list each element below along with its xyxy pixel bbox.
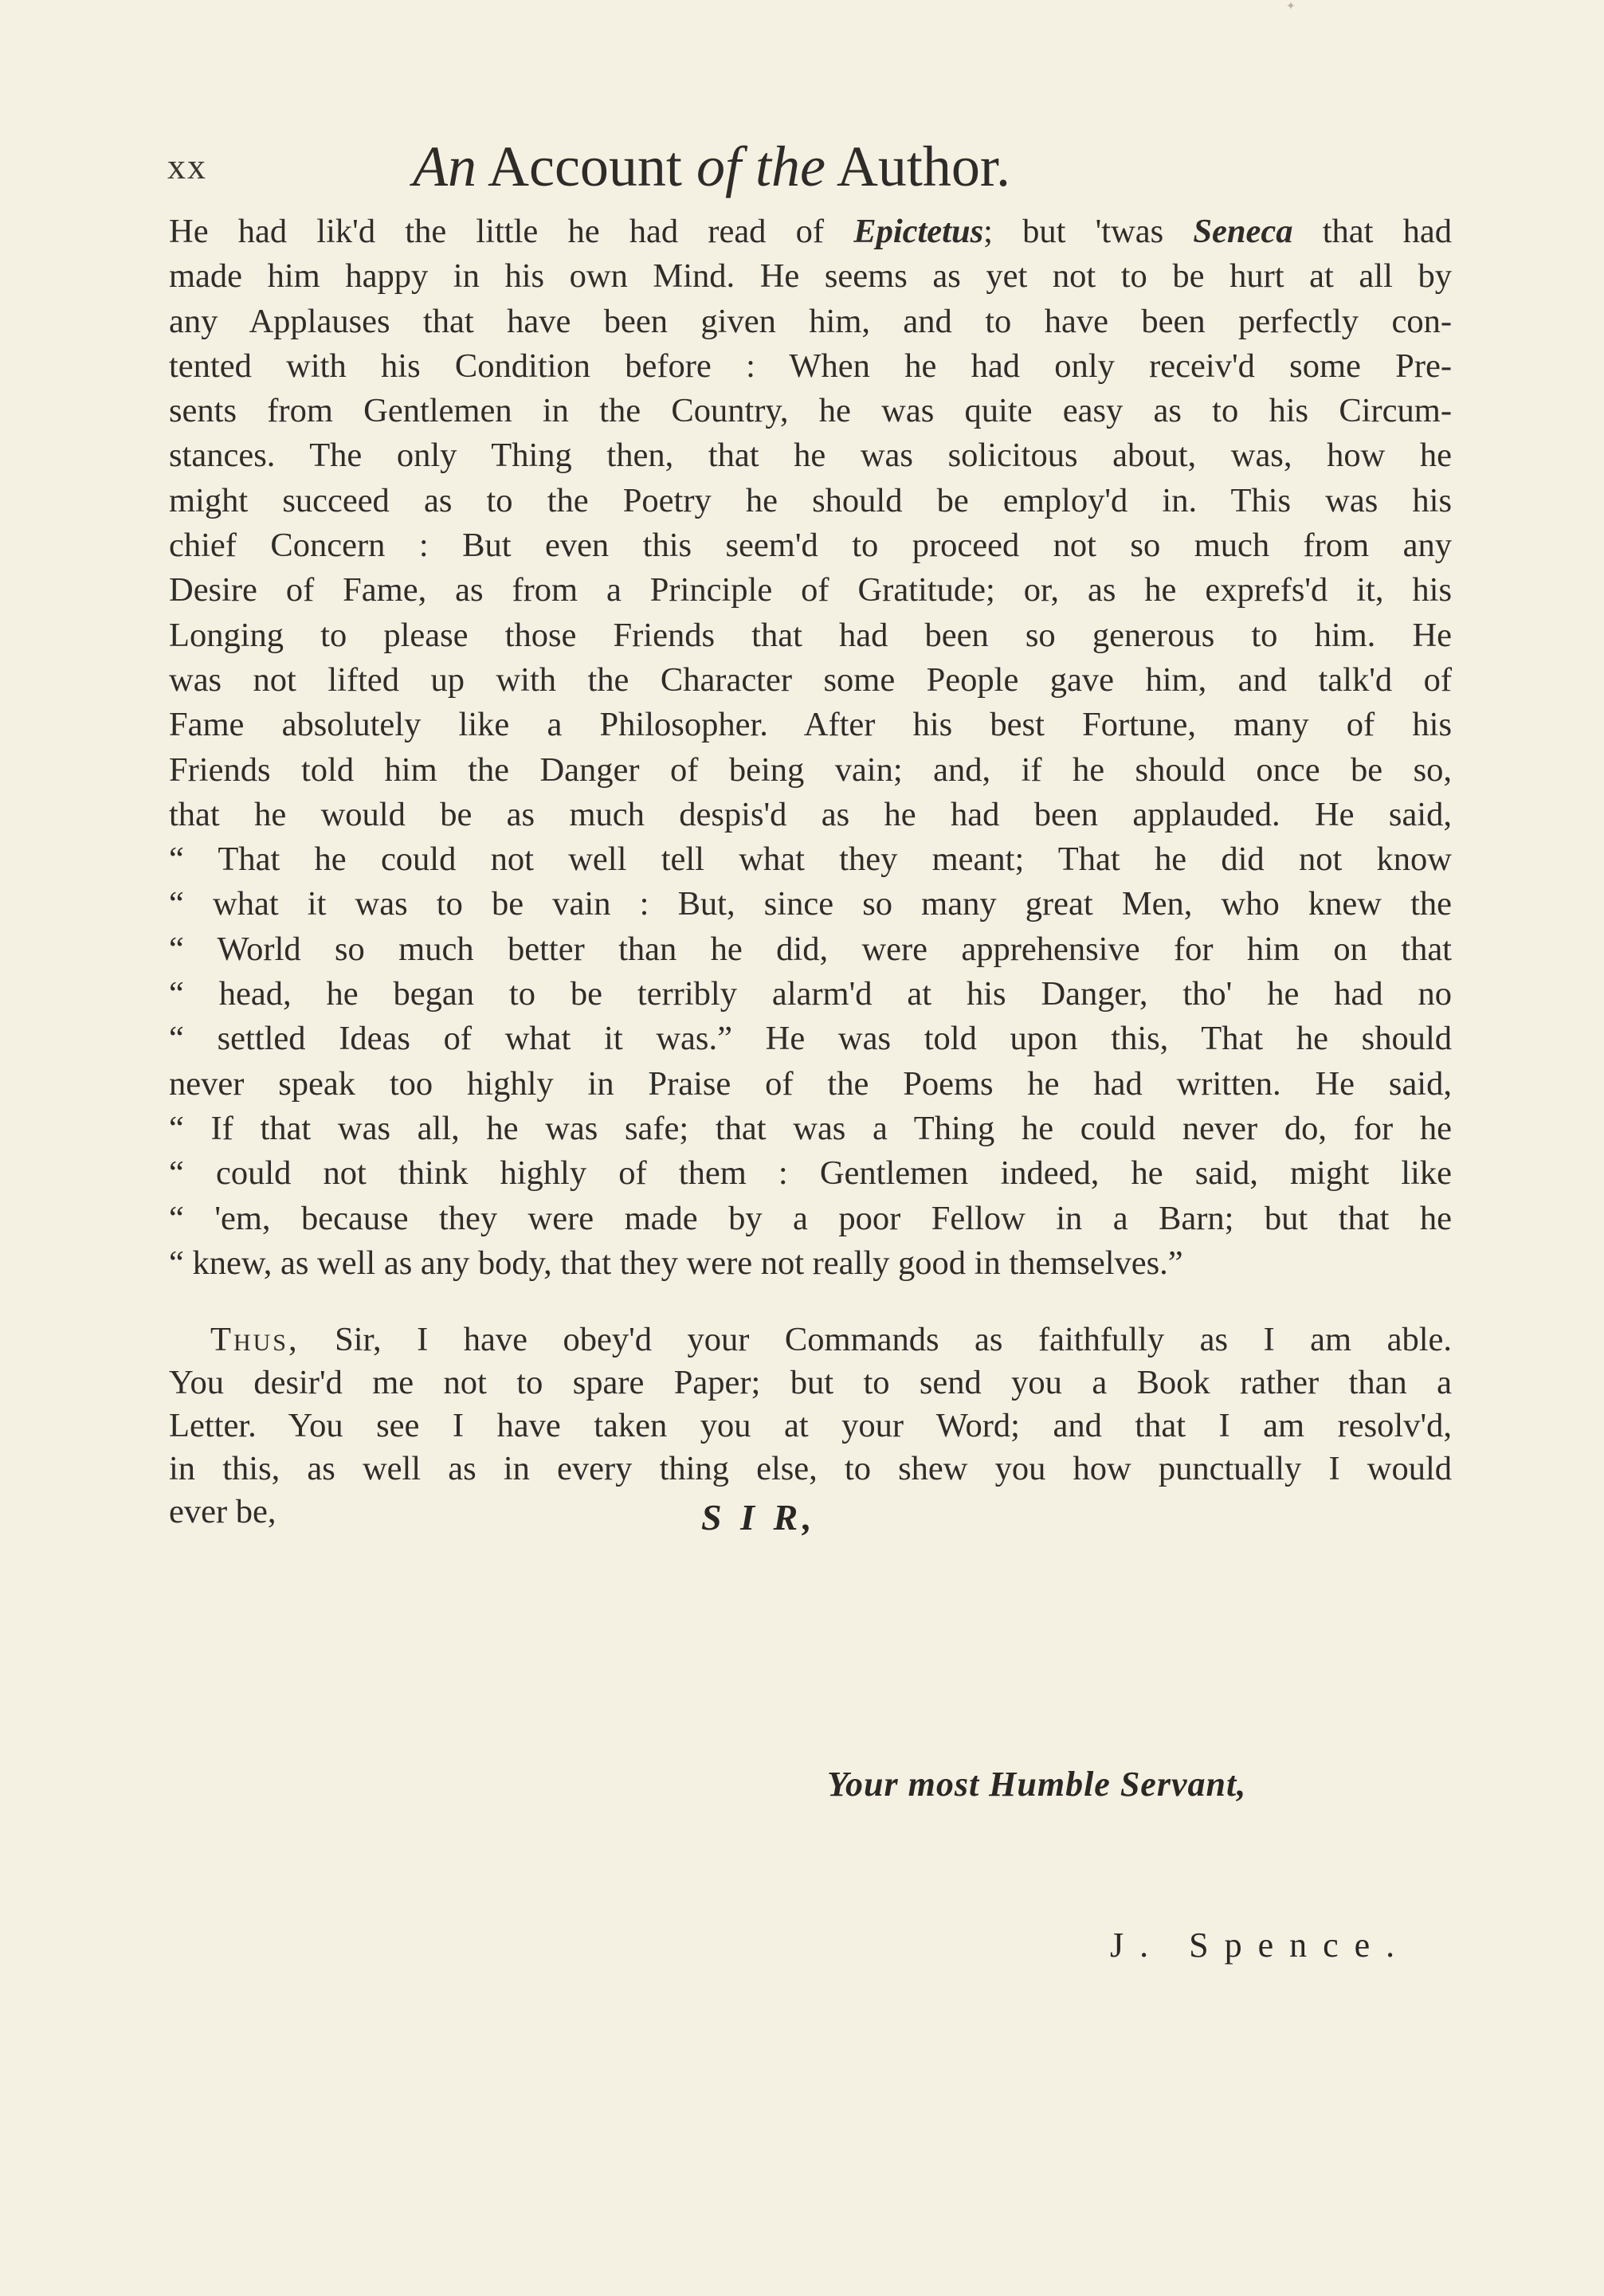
paragraph-1-line: that he would be as much despis'd as he had been applauded. He said,: [169, 795, 1452, 833]
paragraph-1-line: [169, 210, 1452, 254]
signature: J. Spence.: [1110, 1926, 1411, 1965]
paragraph-1-line: “ knew, as well as any body, that they were not really good in themselves.”: [169, 1244, 1183, 1282]
running-title: [413, 134, 1010, 200]
running-title-an: An: [413, 135, 476, 198]
paragraph-1-line: tented with his Condition before : When he had only receiv'd some Pre-: [169, 347, 1452, 385]
paragraph-1-line: “ could not think highly of them : Gentlemen indeed, he said, might like: [169, 1154, 1452, 1193]
paragraph-1-line: “ what it was to be vain : But, since so many great Men, who knew the: [169, 885, 1452, 923]
paragraph-1-line: “ If that was all, he was safe; that was a Thing he could never do, for he: [169, 1109, 1452, 1147]
paragraph-1-line: was not lifted up with the Character some People gave him, and talk'd of: [169, 660, 1452, 699]
paragraph-1-line: never speak too highly in Praise of the Poems he had written. He said,: [169, 1064, 1452, 1103]
running-title-of-the: of the: [696, 135, 826, 198]
salutation: S I R,: [701, 1497, 817, 1538]
paragraph-2-line: ever be,: [169, 1493, 276, 1530]
italic-name: Epictetus: [853, 213, 984, 250]
paragraph-1-line: “ 'em, because they were made by a poor Fellow in a Barn; but that he: [169, 1199, 1452, 1237]
page-header: [167, 134, 1458, 206]
paragraph-1-line: might succeed as to the Poetry he should be employ'd in. This was his: [169, 481, 1452, 519]
paragraph-2-line: Letter. You see I have taken you at your Word; and that I am resolv'd,: [169, 1407, 1452, 1444]
paragraph-1-line: chief Concern : But even this seem'd to proceed not so much from any: [169, 527, 1452, 565]
paragraph-1-line: stances. The only Thing then, that he was solicitous about, was, how he: [169, 437, 1452, 475]
paragraph-1-line: Friends told him the Danger of being vain; and, if he should once be so,: [169, 750, 1452, 789]
paragraph-1-line: Longing to please those Friends that had been so generous to him. He: [169, 616, 1452, 654]
paragraph-1-line: sents from Gentlemen in the Country, he was quite easy as to his Circum-: [169, 392, 1452, 430]
paragraph-1-text: He had lik'd the little he had read of: [169, 213, 854, 250]
paragraph-1-line: Fame absolutely like a Philosopher. After his best Fortune, many of his: [169, 706, 1452, 744]
paragraph-1: [169, 210, 1452, 1286]
page-number: xx: [167, 146, 207, 186]
closing-line: Your most Humble Servant,: [827, 1765, 1247, 1804]
paragraph-2-line: in this, as well as in every thing else, to shew you how punctually I would: [169, 1450, 1452, 1487]
paragraph-2-lead: Thus,: [210, 1321, 300, 1358]
paragraph-1-text: that had: [1292, 213, 1452, 250]
paragraph-1-text: ; but 'twas: [983, 213, 1194, 250]
paragraph-2-line-text: Sir, I have obey'd your Commands as faithfully as I am able.: [299, 1321, 1452, 1358]
running-title-account: Account: [476, 135, 696, 198]
margin-speck-icon: ✦: [1286, 1, 1296, 13]
paragraph-2-line: You desir'd me not to spare Paper; but to send you a Book rather than a: [169, 1364, 1452, 1401]
paragraph-1-line: Desire of Fame, as from a Principle of Gratitude; or, as he exprefs'd it, his: [169, 571, 1452, 609]
paragraph-1-line: “ That he could not well tell what they meant; That he did not know: [169, 840, 1452, 879]
paragraph-1-line: “ settled Ideas of what it was.” He was told upon this, That he should: [169, 1020, 1452, 1058]
paragraph-2-line: [169, 1318, 1452, 1362]
paragraph-1-line: any Applauses that have been given him, and to have been perfectly con-: [169, 302, 1452, 340]
paragraph-1-line: “ head, he began to be terribly alarm'd at his Danger, tho' he had no: [169, 975, 1452, 1013]
paragraph-1-line: made him happy in his own Mind. He seems as yet not to be hurt at all by: [169, 257, 1452, 296]
running-title-author: Author.: [825, 135, 1010, 198]
paragraph-1-line: “ World so much better than he did, were apprehensive for him on that: [169, 930, 1452, 968]
italic-name: Seneca: [1193, 213, 1293, 250]
